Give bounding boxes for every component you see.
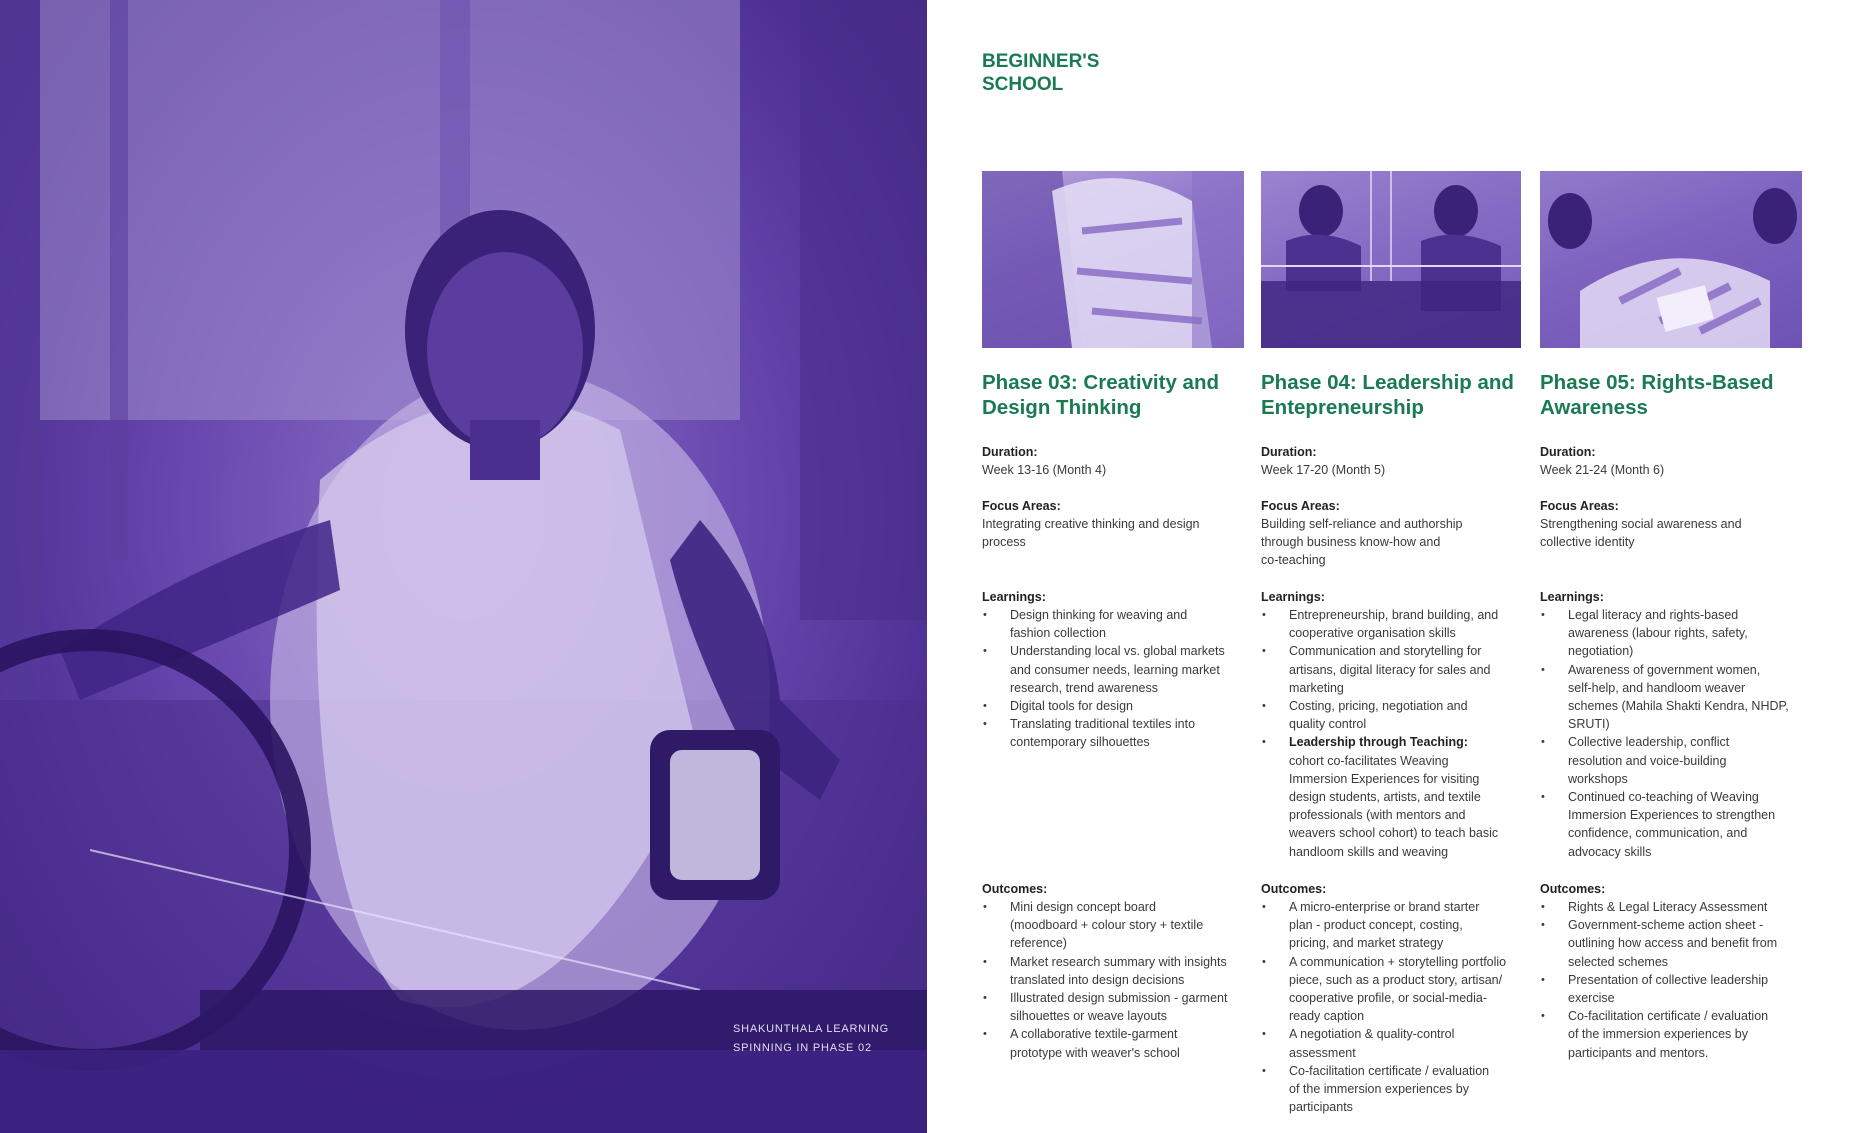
text-line: assessment <box>1289 1045 1356 1060</box>
text-line: negotiation) <box>1568 644 1634 659</box>
focus-section <box>982 497 1262 551</box>
list-item <box>982 715 1262 751</box>
text-line: weavers school cohort) to teach basic <box>1289 826 1499 841</box>
list-item <box>982 953 1262 989</box>
text-line: translated into design decisions <box>1010 972 1185 987</box>
list-item <box>1261 733 1541 860</box>
focus-value <box>982 515 1262 551</box>
duration-label: Duration: <box>1261 445 1317 459</box>
list-item <box>982 898 1262 953</box>
list-item <box>1261 1062 1541 1117</box>
text-line: advocacy skills <box>1568 844 1652 859</box>
text-line: self-help, and handloom weaver <box>1568 680 1746 695</box>
phase-04-column <box>1261 171 1525 1115</box>
outcomes-list <box>982 898 1262 1062</box>
text-line: piece, such as a product story, artisan/ <box>1289 972 1503 987</box>
text-line: • Awareness of government women, <box>1568 662 1761 677</box>
focus-label: Focus Areas: <box>1261 499 1340 513</box>
duration-section <box>982 443 1262 479</box>
learnings-section <box>1261 588 1541 861</box>
text-line: exercise <box>1568 991 1615 1006</box>
text-line: workshops <box>1568 771 1628 786</box>
program-content <box>927 0 1854 1133</box>
text-line: ready caption <box>1289 1009 1365 1024</box>
list-item <box>1261 1025 1541 1061</box>
text-line: • Rights & Legal Literacy Assessment <box>1568 900 1768 914</box>
text-line: prototype with weaver's school <box>1010 1045 1180 1060</box>
outcomes-list <box>1261 898 1541 1116</box>
text-line: process <box>982 535 1026 550</box>
photo-caption-line: SHAKUNTHALA LEARNING <box>733 1023 889 1035</box>
text-line: confidence, communication, and <box>1568 826 1748 841</box>
phase-title-line: Awareness <box>1540 396 1648 419</box>
text-line: collective identity <box>1540 535 1635 550</box>
text-line: participants <box>1289 1100 1353 1115</box>
duration-value: Week 21-24 (Month 6) <box>1540 463 1665 477</box>
list-item <box>982 642 1262 697</box>
list-item <box>1261 898 1541 953</box>
list-item <box>1540 1007 1820 1062</box>
outcomes-section <box>1540 880 1820 1062</box>
phase-title-line: Phase 03: Creativity and <box>982 371 1219 394</box>
text-line: awareness (labour rights, safety, <box>1568 626 1748 641</box>
text-line: silhouettes or weave layouts <box>1010 1009 1168 1024</box>
phase-05-image <box>1540 171 1802 348</box>
learnings-list <box>1540 606 1820 861</box>
text-line: • Co-facilitation certificate / evaluation <box>1568 1009 1769 1024</box>
learnings-list <box>1261 606 1541 861</box>
text-line: Integrating creative thinking and design <box>982 517 1200 531</box>
page-title <box>982 50 1202 96</box>
duration-section <box>1261 443 1541 479</box>
text-line: • Understanding local vs. global markets <box>1010 644 1225 659</box>
text-line: Strengthening social awareness and <box>1540 517 1742 531</box>
duration-section <box>1540 443 1820 479</box>
duration-value: Week 17-20 (Month 5) <box>1261 463 1386 477</box>
phase-05-column <box>1540 171 1804 1060</box>
list-item <box>982 606 1262 642</box>
text-line: • Market research summary with insights <box>1010 954 1227 969</box>
list-item <box>1261 953 1541 1026</box>
phase-03-column <box>982 171 1246 1060</box>
text-line: • Entrepreneurship, brand building, and <box>1289 608 1499 622</box>
outcomes-section <box>1261 880 1541 1116</box>
phase-title-line: Entepreneurship <box>1261 396 1424 419</box>
text-line: • Illustrated design submission - garment <box>1010 991 1228 1006</box>
text-line: • Mini design concept board <box>1010 900 1156 914</box>
text-line: SRUTI) <box>1568 717 1610 732</box>
text-line: participants and mentors. <box>1568 1045 1709 1060</box>
photo-caption <box>733 1020 913 1058</box>
phase-title <box>982 370 1246 420</box>
text-line: (moodboard + colour story + textile <box>1010 918 1204 933</box>
text-line: of the immersion experiences by <box>1289 1082 1469 1097</box>
learnings-label: Learnings: <box>982 590 1046 604</box>
phase-03-image <box>982 171 1244 348</box>
text-line: selected schemes <box>1568 954 1669 969</box>
bold-heading: Leadership through Teaching: <box>1289 735 1468 750</box>
text-line: fashion collection <box>1010 626 1106 641</box>
text-line: • Presentation of collective leadership <box>1568 972 1769 987</box>
list-item <box>1540 916 1820 971</box>
list-item <box>982 989 1262 1025</box>
phase-title <box>1261 370 1525 420</box>
phase-title <box>1540 370 1804 420</box>
phase-04-image <box>1261 171 1521 348</box>
text-line: • Design thinking for weaving and <box>1010 608 1188 622</box>
text-line: marketing <box>1289 680 1344 695</box>
text-line: • Costing, pricing, negotiation and <box>1289 699 1468 714</box>
focus-section <box>1540 497 1820 551</box>
duration-label: Duration: <box>982 445 1038 459</box>
learnings-list <box>982 606 1262 752</box>
duration-label: Duration: <box>1540 445 1596 459</box>
text-line: cooperative profile, or social-media- <box>1289 991 1488 1006</box>
list-item <box>1540 733 1820 788</box>
learnings-label: Learnings: <box>1540 590 1604 604</box>
text-line: pricing, and market strategy <box>1289 936 1444 951</box>
list-item <box>1261 697 1541 733</box>
list-item <box>1540 971 1820 1007</box>
text-line: handloom skills and weaving <box>1289 844 1449 859</box>
text-line: professionals (with mentors and <box>1289 808 1466 823</box>
text-line: • Communication and storytelling for <box>1289 644 1482 659</box>
text-line: Building self-reliance and authorship <box>1261 517 1463 531</box>
text-line: • A communication + storytelling portfolio <box>1289 954 1507 969</box>
focus-value <box>1261 515 1541 570</box>
list-item <box>1540 788 1820 861</box>
text-line: resolution and voice-building <box>1568 753 1727 768</box>
photo-caption-line: SPINNING IN PHASE 02 <box>733 1042 872 1054</box>
list-item <box>1540 606 1820 661</box>
list-item <box>1261 606 1541 642</box>
outcomes-label: Outcomes: <box>1261 882 1327 896</box>
text-line: cooperative organisation skills <box>1289 626 1456 641</box>
text-line: Immersion Experiences to strengthen <box>1568 808 1776 823</box>
text-line: co-teaching <box>1261 553 1326 568</box>
phase-title-line: Phase 05: Rights-Based <box>1540 371 1774 394</box>
text-line: design students, artists, and textile <box>1289 790 1481 805</box>
text-line: artisans, digital literacy for sales and <box>1289 662 1491 677</box>
focus-label: Focus Areas: <box>1540 499 1619 513</box>
text-line: of the immersion experiences by <box>1568 1027 1748 1042</box>
text-line: • A micro-enterprise or brand starter <box>1289 900 1480 914</box>
outcomes-label: Outcomes: <box>1540 882 1606 896</box>
learnings-label: Learnings: <box>1261 590 1325 604</box>
text-line: contemporary silhouettes <box>1010 735 1150 750</box>
list-item <box>1261 642 1541 697</box>
list-item <box>982 1025 1262 1061</box>
phase-title-line: Phase 04: Leadership and <box>1261 371 1514 394</box>
list-item <box>1540 898 1820 916</box>
outcomes-list <box>1540 898 1820 1062</box>
focus-section <box>1261 497 1541 570</box>
text-line: quality control <box>1289 717 1367 732</box>
page-title-line: BEGINNER'S <box>982 51 1100 72</box>
focus-value <box>1540 515 1820 551</box>
outcomes-section <box>982 880 1262 1062</box>
text-line: • Translating traditional textiles into <box>1010 717 1196 732</box>
text-line: cohort co-facilitates Weaving <box>1289 753 1449 768</box>
duration-value: Week 13-16 (Month 4) <box>982 463 1107 477</box>
text-line: • A negotiation & quality-control <box>1289 1027 1455 1042</box>
text-line: • Co-facilitation certificate / evaluation <box>1289 1063 1490 1078</box>
text-line: • Government-scheme action sheet - <box>1568 918 1764 933</box>
outcomes-label: Outcomes: <box>982 882 1048 896</box>
list-item <box>982 697 1262 715</box>
text-line: plan - product concept, costing, <box>1289 918 1463 933</box>
learnings-section <box>982 588 1262 752</box>
text-line: • Continued co-teaching of Weaving <box>1568 790 1759 805</box>
text-line: through business know-how and <box>1261 535 1441 550</box>
text-line: • Digital tools for design <box>1010 699 1133 714</box>
focus-label: Focus Areas: <box>982 499 1061 513</box>
text-line: schemes (Mahila Shakti Kendra, NHDP, <box>1568 699 1789 714</box>
text-line: Immersion Experiences for visiting <box>1289 771 1480 786</box>
phase-title-line: Design Thinking <box>982 396 1142 419</box>
text-line: research, trend awareness <box>1010 680 1158 695</box>
text-line: and consumer needs, learning market <box>1010 662 1220 677</box>
learnings-section <box>1540 588 1820 861</box>
text-line: outlining how access and benefit from <box>1568 936 1778 951</box>
text-line: reference) <box>1010 936 1067 951</box>
page-title-line: SCHOOL <box>982 74 1064 95</box>
text-line: • Collective leadership, conflict <box>1568 735 1730 750</box>
list-item <box>1540 661 1820 734</box>
text-line: • A collaborative textile-garment <box>1010 1027 1178 1042</box>
text-line: • Legal literacy and rights-based <box>1568 608 1739 622</box>
